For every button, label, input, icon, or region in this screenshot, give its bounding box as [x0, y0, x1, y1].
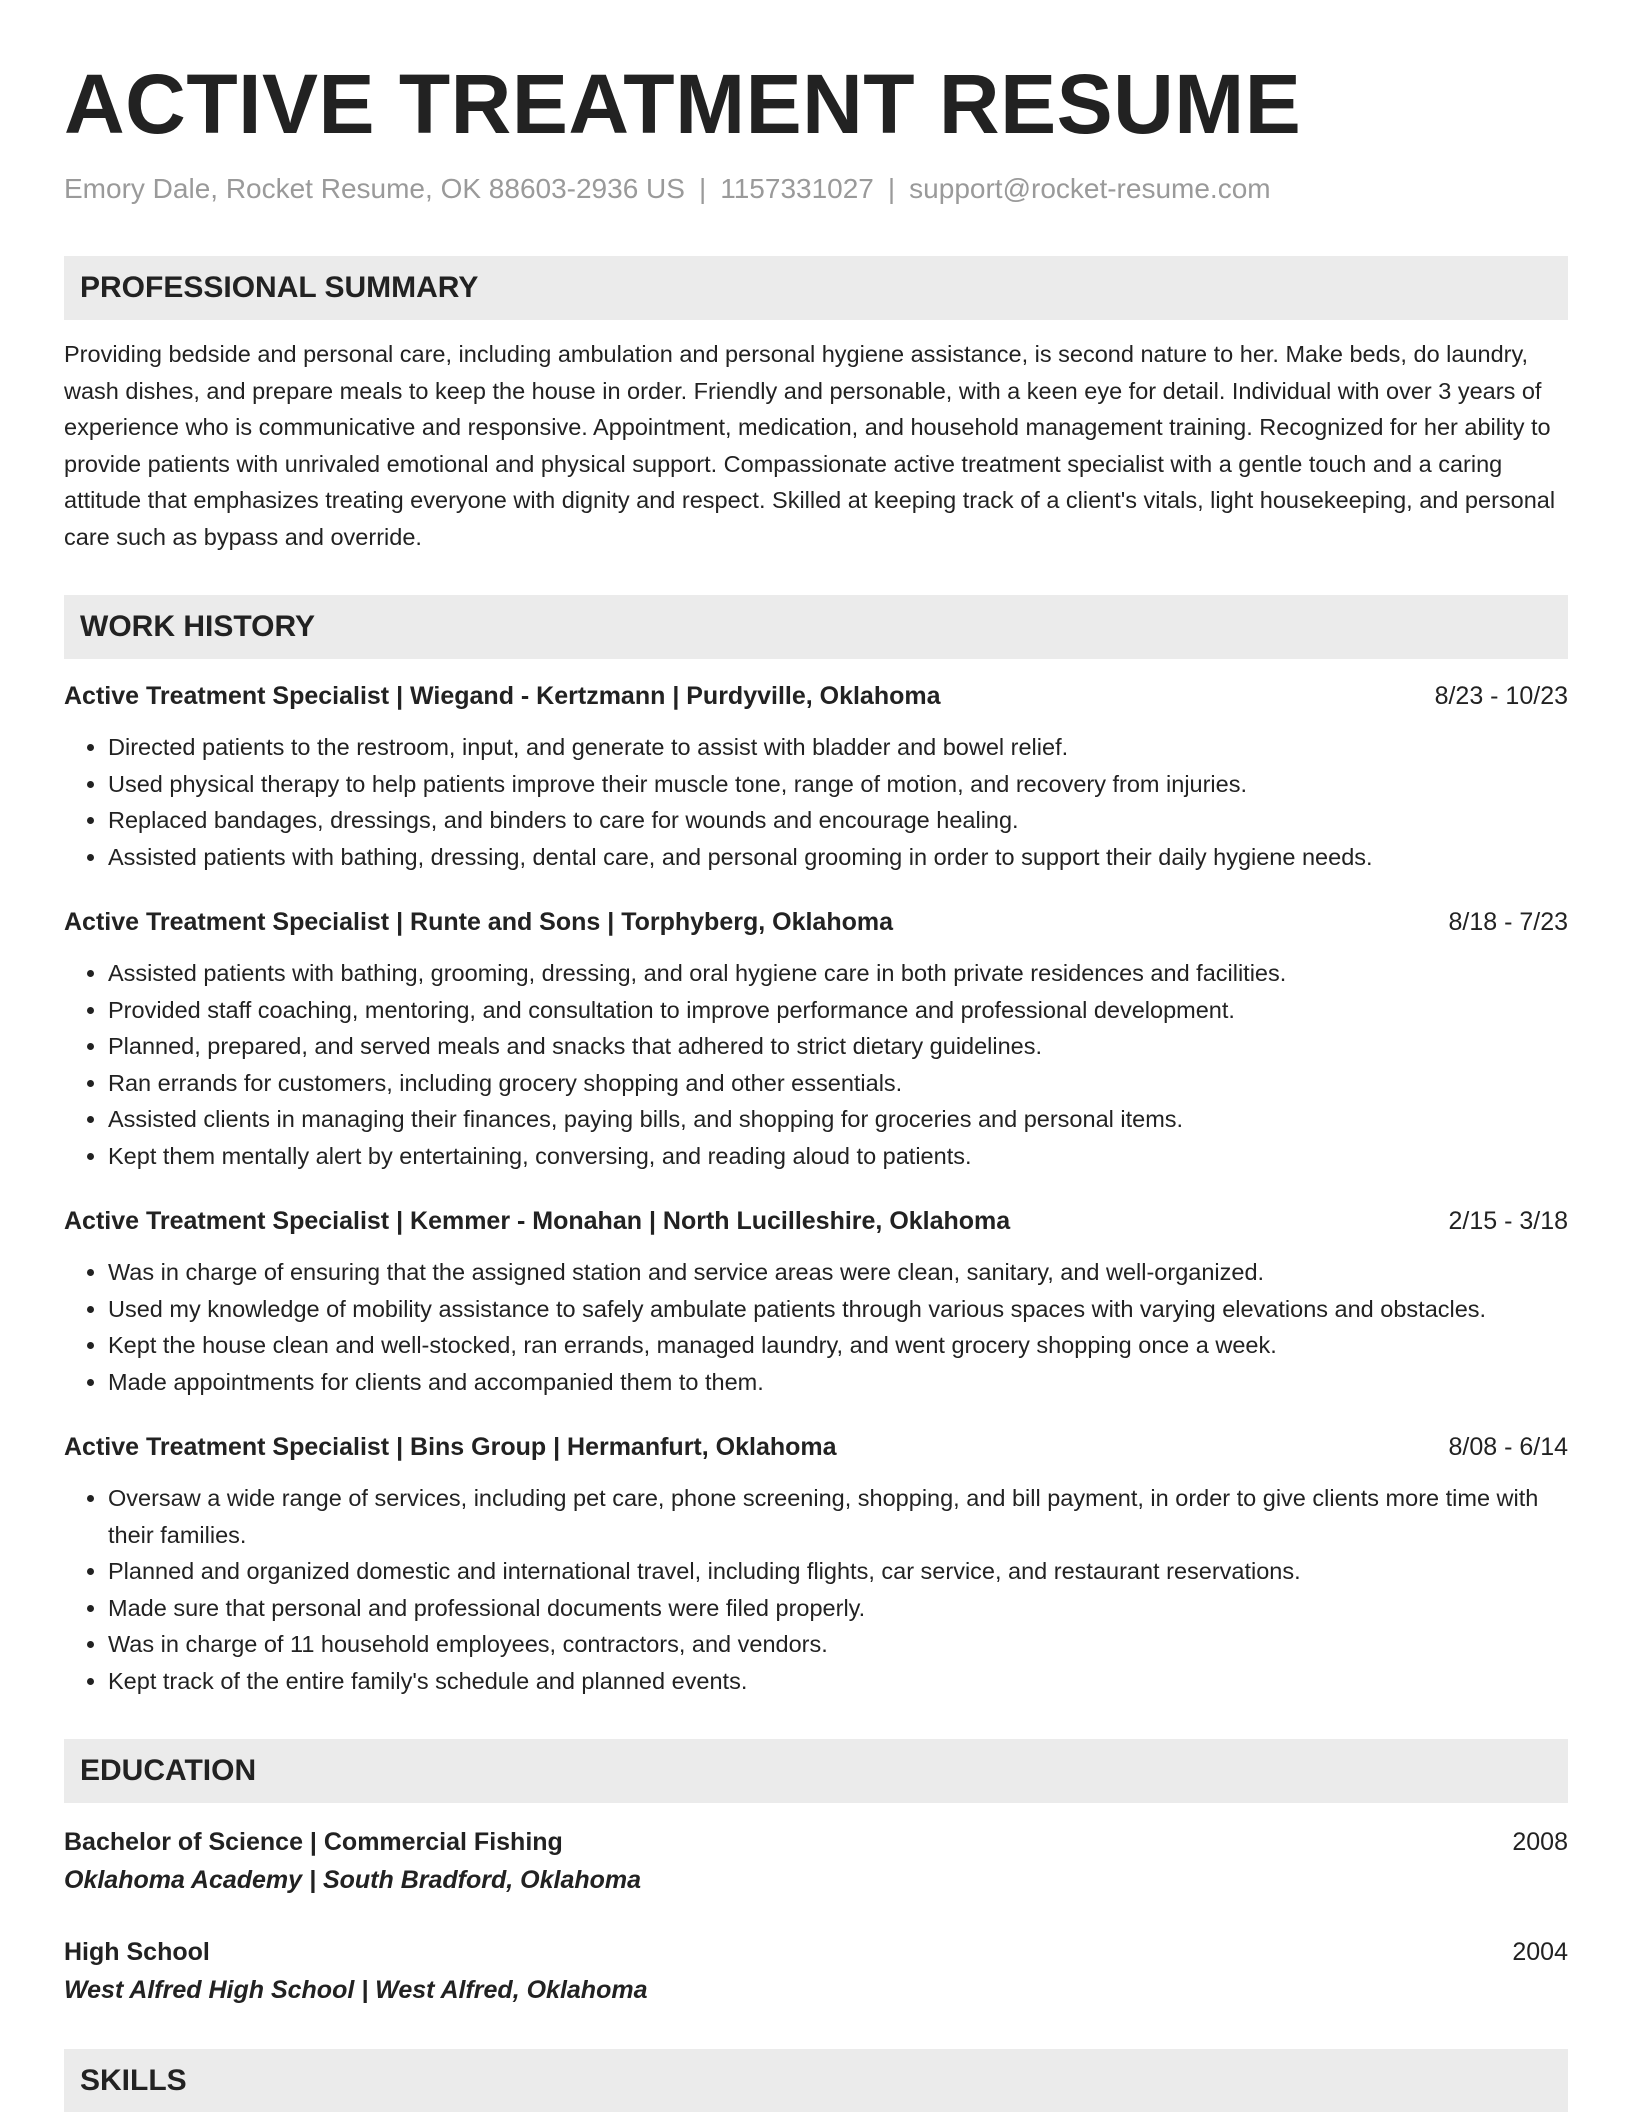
job-header [64, 1204, 1568, 1238]
job-bullet: • Used physical therapy to help patients improve their muscle tone, range of motion, and recovery from injuries. [108, 766, 1568, 803]
job-entry [64, 1204, 1568, 1400]
section-heading-summary: PROFESSIONAL SUMMARY [64, 256, 1568, 320]
job-bullet: • Planned and organized domestic and international travel, including flights, car service, and restaurant reservations. [108, 1553, 1568, 1590]
job-bullet: • Assisted patients with bathing, dressing, dental care, and personal grooming in order to support their daily hygiene needs. [108, 839, 1568, 876]
job-dates: 8/23 - 10/23 [1434, 682, 1568, 710]
education-year: 2008 [1512, 1828, 1568, 1856]
job-bullet: • Replaced bandages, dressings, and binders to care for wounds and encourage healing. [108, 802, 1568, 839]
job-entry [64, 905, 1568, 1174]
education-header [64, 1933, 1568, 1971]
education-year: 2004 [1512, 1938, 1568, 1966]
job-bullet: • Kept them mentally alert by entertaining, conversing, and reading aloud to patients. [108, 1138, 1568, 1175]
job-dates: 8/08 - 6/14 [1448, 1433, 1568, 1461]
job-bullets [64, 729, 1568, 875]
job-bullet: • Kept track of the entire family's schedule and planned events. [108, 1663, 1568, 1700]
contact-phone: 1157331027 [720, 173, 874, 204]
job-bullet: • Planned, prepared, and served meals and snacks that adhered to strict dietary guidelines. [108, 1028, 1568, 1065]
education-school: Oklahoma Academy | South Bradford, Oklahoma [64, 1866, 642, 1894]
education-school: West Alfred High School | West Alfred, Oklahoma [64, 1976, 648, 2004]
job-bullet: • Made sure that personal and professional documents were filed properly. [108, 1590, 1568, 1627]
job-title: Active Treatment Specialist | Runte and Sons | Torphyberg, Oklahoma [64, 908, 893, 936]
job-bullet: • Used my knowledge of mobility assistance to safely ambulate patients through various spaces with varying elevations and obstacles. [108, 1291, 1568, 1328]
job-bullet: • Made appointments for clients and accompanied them to them. [108, 1364, 1568, 1401]
contact-separator: | [698, 173, 707, 204]
job-bullet: • Oversaw a wide range of services, including pet care, phone screening, shopping, and bill payment, in order to give clients more time with their families. [108, 1480, 1568, 1553]
education-entry [64, 1823, 1568, 1899]
job-dates: 2/15 - 3/18 [1448, 1207, 1568, 1235]
section-heading-work-history: WORK HISTORY [64, 595, 1568, 659]
job-bullet: • Kept the house clean and well-stocked, ran errands, managed laundry, and went grocery shopping once a week. [108, 1327, 1568, 1364]
job-entry [64, 1430, 1568, 1699]
job-entry [64, 679, 1568, 875]
job-bullets [64, 1480, 1568, 1699]
job-dates: 8/18 - 7/23 [1448, 908, 1568, 936]
job-bullet: • Provided staff coaching, mentoring, and consultation to improve performance and professional development. [108, 992, 1568, 1029]
summary-text: Providing bedside and personal care, including ambulation and personal hygiene assistance, is second nature to her. Make beds, do laundry, wash dishes, and prepare meals to keep the house in order. Friendly and personable, with a keen eye for detail. Individual with over 3 years of experience who is communicative and responsive. Appointment, medication, and household management training. Recognized for her ability to provide patients with unrivaled emotional and physical support. Compassionate active treatment specialist with a gentle touch and a caring attitude that emphasizes treating everyone with dignity and respect. Skilled at keeping track of a client's vitals, light housekeeping, and personal care such as bypass and override. [64, 341, 1556, 550]
contact-email: support@rocket-resume.com [909, 173, 1271, 204]
job-header [64, 1430, 1568, 1464]
job-bullet: • Was in charge of 11 household employees, contractors, and vendors. [108, 1626, 1568, 1663]
job-title: Active Treatment Specialist | Bins Group | Hermanfurt, Oklahoma [64, 1433, 837, 1461]
section-heading-skills: SKILLS [64, 2049, 1568, 2112]
job-title: Active Treatment Specialist | Wiegand - Kertzmann | Purdyville, Oklahoma [64, 682, 941, 710]
job-bullet: • Was in charge of ensuring that the assigned station and service areas were clean, sanitary, and well-organized. [108, 1254, 1568, 1291]
job-bullets [64, 1254, 1568, 1400]
job-bullet: • Ran errands for customers, including grocery shopping and other essentials. [108, 1065, 1568, 1102]
job-bullets [64, 955, 1568, 1174]
education-entry [64, 1933, 1568, 2009]
job-bullet: • Assisted patients with bathing, grooming, dressing, and oral hygiene care in both private residences and facilities. [108, 955, 1568, 992]
job-bullet: • Assisted clients in managing their finances, paying bills, and shopping for groceries and personal items. [108, 1101, 1568, 1138]
job-header [64, 679, 1568, 713]
education-degree: Bachelor of Science | Commercial Fishing [64, 1828, 563, 1856]
education-header [64, 1823, 1568, 1861]
job-bullet: • Directed patients to the restroom, input, and generate to assist with bladder and bowel relief. [108, 729, 1568, 766]
contact-address: Emory Dale, Rocket Resume, OK 88603-2936 US [64, 173, 685, 204]
job-header [64, 905, 1568, 939]
job-title: Active Treatment Specialist | Kemmer - Monahan | North Lucilleshire, Oklahoma [64, 1207, 1011, 1235]
contact-separator: | [887, 173, 896, 204]
education-degree: High School [64, 1938, 210, 1966]
resume-title: ACTIVE TREATMENT RESUME [64, 57, 1302, 151]
section-heading-education: EDUCATION [64, 1739, 1568, 1803]
contact-line [64, 172, 1568, 206]
